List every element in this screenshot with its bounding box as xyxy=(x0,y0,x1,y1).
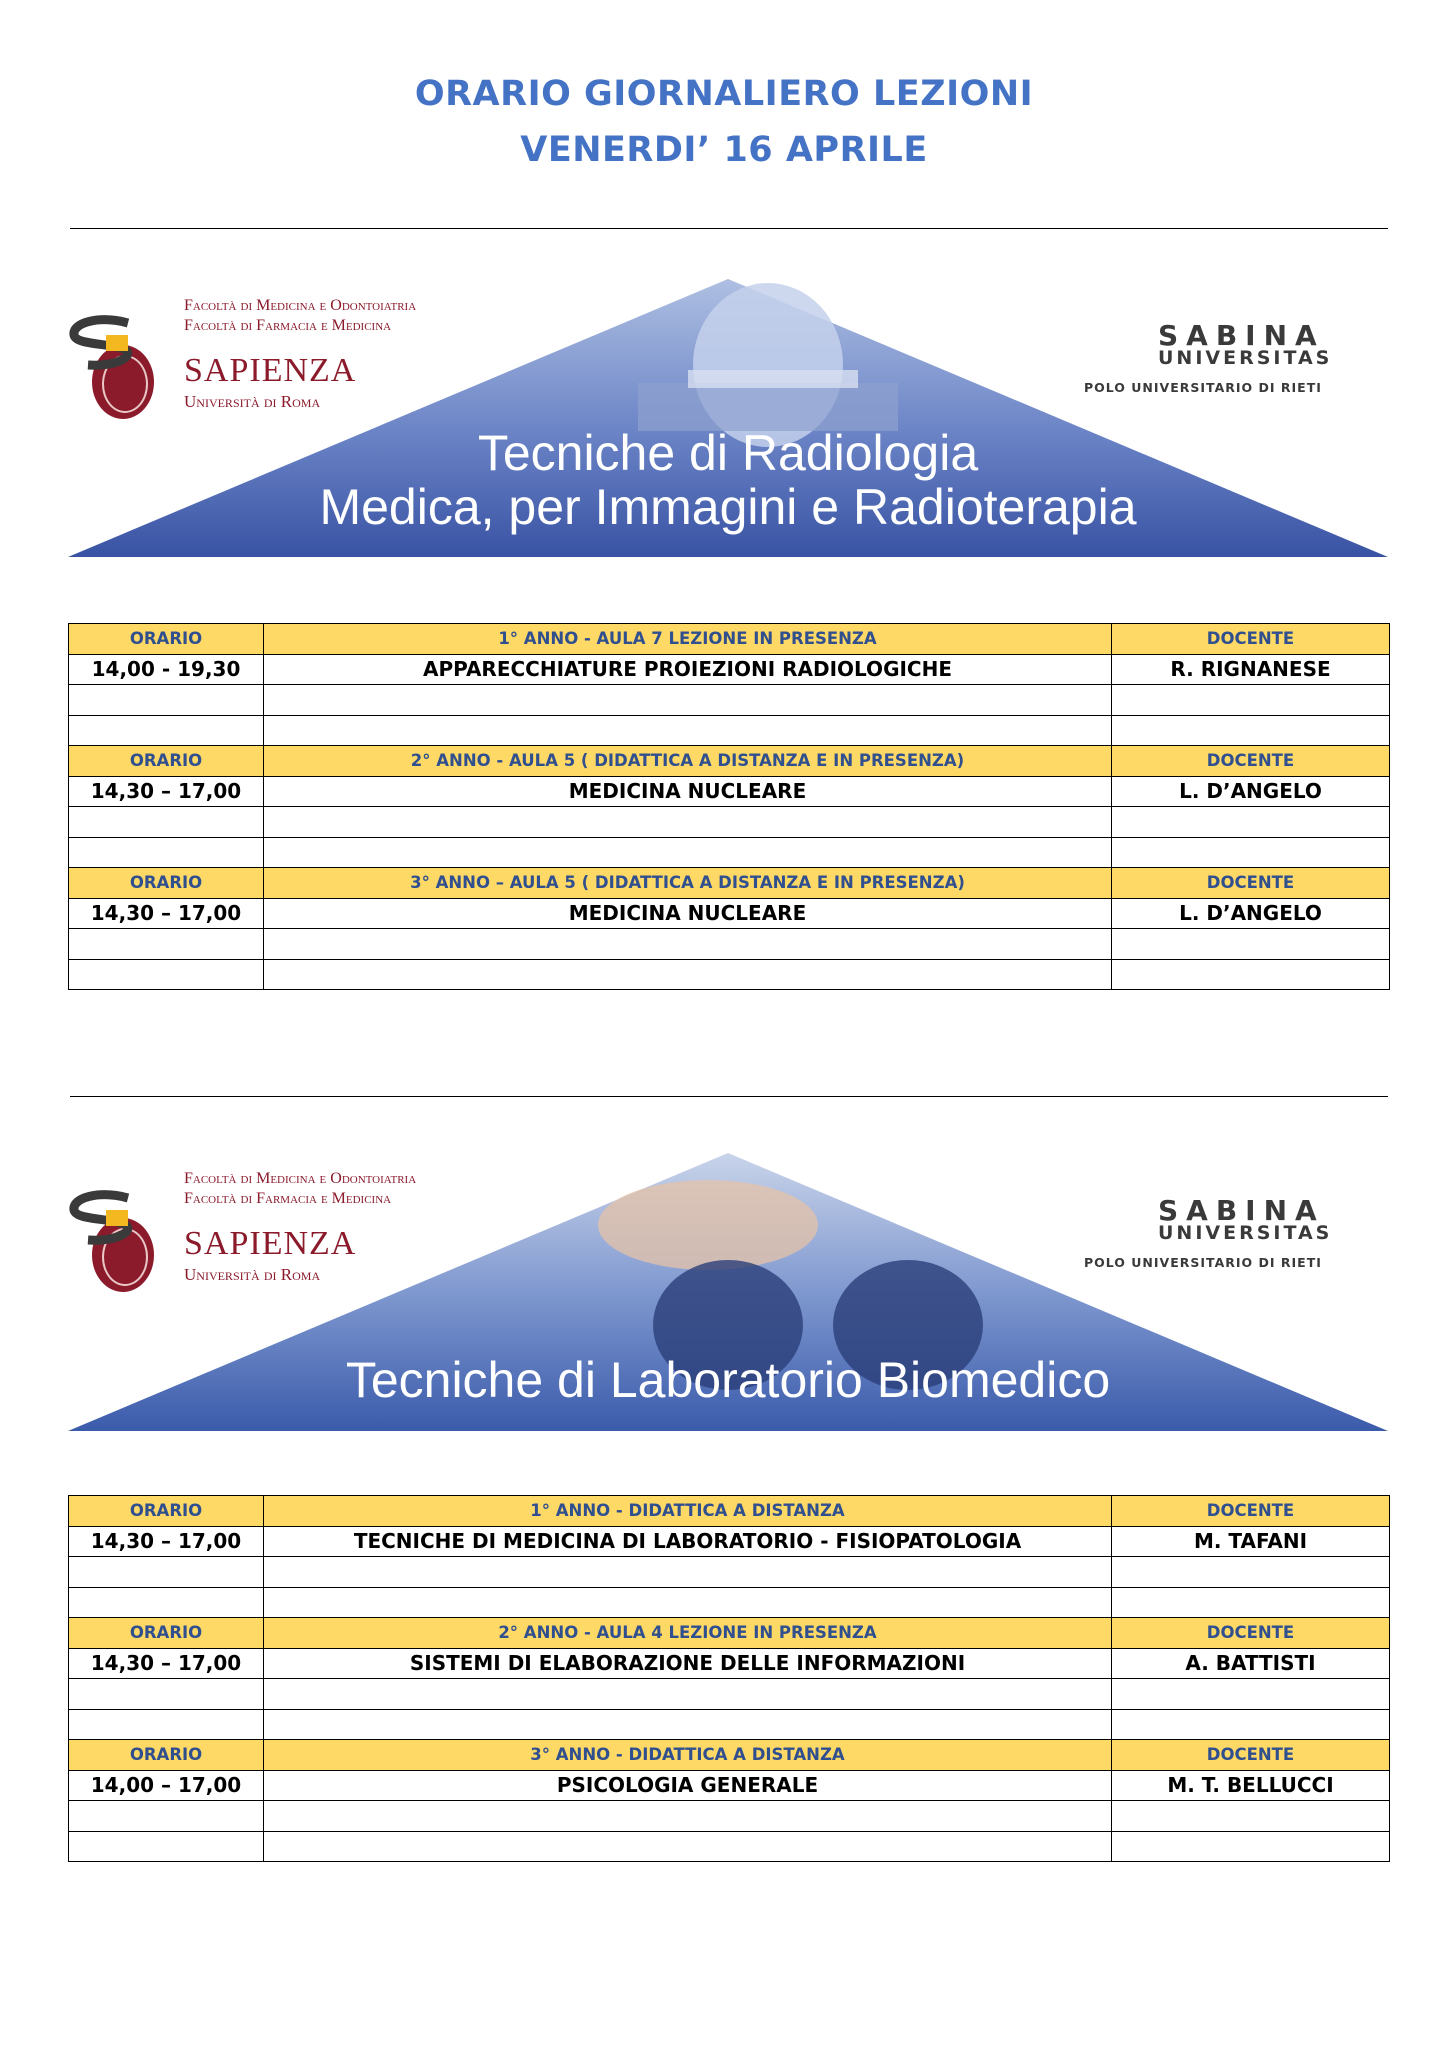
year-header: 3° ANNO - DIDATTICA A DISTANZA xyxy=(264,1740,1112,1771)
table-row xyxy=(69,837,1390,868)
course-cell xyxy=(264,837,1112,868)
time-cell xyxy=(69,1557,264,1588)
course-cell xyxy=(264,1557,1112,1588)
teacher-cell: M. TAFANI xyxy=(1112,1526,1390,1557)
partner-name: SABINA xyxy=(1158,1194,1325,1227)
partner-polo: POLO UNIVERSITARIO DI RIETI xyxy=(1084,1255,1322,1270)
time-cell: 14,30 – 17,00 xyxy=(69,1526,264,1557)
course-cell: PSICOLOGIA GENERALE xyxy=(264,1770,1112,1801)
teacher-cell xyxy=(1112,1679,1390,1710)
table-header-row xyxy=(69,624,1390,655)
course-cell: APPARECCHIATURE PROIEZIONI RADIOLOGICHE xyxy=(264,654,1112,685)
time-cell: 14,00 - 19,30 xyxy=(69,654,264,685)
table-row xyxy=(69,1557,1390,1588)
year-header: 2° ANNO - AULA 5 ( DIDATTICA A DISTANZA E IN PRESENZA) xyxy=(264,746,1112,777)
year-header: 1° ANNO - DIDATTICA A DISTANZA xyxy=(264,1496,1112,1527)
teacher-cell xyxy=(1112,1557,1390,1588)
docente-header: DOCENTE xyxy=(1112,1740,1390,1771)
university-subtitle: Università di Roma xyxy=(184,1265,321,1284)
table-header-row xyxy=(69,1740,1390,1771)
teacher-cell xyxy=(1112,1801,1390,1832)
year-header: 1° ANNO - AULA 7 LEZIONE IN PRESENZA xyxy=(264,624,1112,655)
teacher-cell: R. RIGNANESE xyxy=(1112,654,1390,685)
time-cell xyxy=(69,715,264,746)
table-header-row xyxy=(69,746,1390,777)
table-row xyxy=(69,929,1390,960)
course-title-line-1: Tecniche di Laboratorio Biomedico xyxy=(345,1352,1111,1408)
table-row xyxy=(69,1709,1390,1740)
course-cell: MEDICINA NUCLEARE xyxy=(264,898,1112,929)
faculty-line-2: Facoltà di Farmacia e Medicina xyxy=(184,1190,392,1207)
table-row xyxy=(69,776,1390,807)
course-cell xyxy=(264,685,1112,716)
partner-polo: POLO UNIVERSITARIO DI RIETI xyxy=(1084,380,1322,395)
table-row xyxy=(69,715,1390,746)
table-row xyxy=(69,685,1390,716)
docente-header: DOCENTE xyxy=(1112,868,1390,899)
teacher-cell xyxy=(1112,959,1390,990)
course-cell: TECNICHE DI MEDICINA DI LABORATORIO - FISIOPATOLOGIA xyxy=(264,1526,1112,1557)
course-cell xyxy=(264,1831,1112,1862)
teacher-cell xyxy=(1112,807,1390,838)
teacher-cell xyxy=(1112,685,1390,716)
faculty-line-1: Facoltà di Medicina e Odontoiatria xyxy=(184,1170,417,1187)
course-banner-radiologia xyxy=(68,275,1388,560)
page-title: ORARIO GIORNALIERO LEZIONI xyxy=(414,74,1034,114)
time-cell xyxy=(69,1587,264,1618)
time-cell: 14,30 – 17,00 xyxy=(69,898,264,929)
table-row xyxy=(69,654,1390,685)
time-cell xyxy=(69,1709,264,1740)
schedule-table-laboratorio xyxy=(68,1495,1390,1862)
teacher-cell: L. D’ANGELO xyxy=(1112,898,1390,929)
table-header-row xyxy=(69,868,1390,899)
university-subtitle: Università di Roma xyxy=(184,392,321,411)
table-row xyxy=(69,1831,1390,1862)
teacher-cell xyxy=(1112,715,1390,746)
teacher-cell xyxy=(1112,1709,1390,1740)
table-row xyxy=(69,1648,1390,1679)
faculty-line-2: Facoltà di Farmacia e Medicina xyxy=(184,317,392,334)
table-row xyxy=(69,1587,1390,1618)
course-title-line-2: Medica, per Immagini e Radioterapia xyxy=(319,479,1137,535)
faculty-line-1: Facoltà di Medicina e Odontoiatria xyxy=(184,297,417,314)
orario-header: ORARIO xyxy=(69,868,264,899)
page-date: VENERDI’ 16 APRILE xyxy=(520,130,928,170)
course-cell xyxy=(264,1801,1112,1832)
orario-header: ORARIO xyxy=(69,1496,264,1527)
time-cell xyxy=(69,959,264,990)
docente-header: DOCENTE xyxy=(1112,624,1390,655)
schedule-table-radiologia xyxy=(68,623,1390,990)
time-cell xyxy=(69,1831,264,1862)
year-header: 2° ANNO - AULA 4 LEZIONE IN PRESENZA xyxy=(264,1618,1112,1649)
teacher-cell: L. D’ANGELO xyxy=(1112,776,1390,807)
orario-header: ORARIO xyxy=(69,624,264,655)
orario-header: ORARIO xyxy=(69,1740,264,1771)
course-cell xyxy=(264,715,1112,746)
partner-name: SABINA xyxy=(1158,319,1325,352)
partner-subtitle: UNIVERSITAS xyxy=(1158,1222,1333,1244)
table-row xyxy=(69,898,1390,929)
divider xyxy=(70,1096,1388,1097)
docente-header: DOCENTE xyxy=(1112,1496,1390,1527)
sabina-logo-icon xyxy=(68,315,148,371)
university-name: SAPIENZA xyxy=(184,352,357,389)
university-name: SAPIENZA xyxy=(184,1225,357,1262)
course-title-line-1: Tecniche di Radiologia xyxy=(477,425,979,481)
teacher-cell xyxy=(1112,1587,1390,1618)
table-row xyxy=(69,1526,1390,1557)
year-header: 3° ANNO – AULA 5 ( DIDATTICA A DISTANZA E IN PRESENZA) xyxy=(264,868,1112,899)
table-row xyxy=(69,959,1390,990)
table-row xyxy=(69,1801,1390,1832)
time-cell xyxy=(69,685,264,716)
time-cell: 14,00 – 17,00 xyxy=(69,1770,264,1801)
course-cell xyxy=(264,1709,1112,1740)
time-cell xyxy=(69,1801,264,1832)
docente-header: DOCENTE xyxy=(1112,746,1390,777)
table-row xyxy=(69,1679,1390,1710)
course-banner-laboratorio xyxy=(68,1150,1388,1434)
table-header-row xyxy=(69,1496,1390,1527)
course-cell xyxy=(264,807,1112,838)
course-cell xyxy=(264,929,1112,960)
time-cell xyxy=(69,837,264,868)
course-cell: MEDICINA NUCLEARE xyxy=(264,776,1112,807)
teacher-cell xyxy=(1112,1831,1390,1862)
orario-header: ORARIO xyxy=(69,1618,264,1649)
teacher-cell: A. BATTISTI xyxy=(1112,1648,1390,1679)
course-cell xyxy=(264,959,1112,990)
time-cell: 14,30 – 17,00 xyxy=(69,776,264,807)
time-cell xyxy=(69,807,264,838)
course-cell xyxy=(264,1679,1112,1710)
divider xyxy=(70,228,1388,229)
teacher-cell xyxy=(1112,837,1390,868)
time-cell xyxy=(69,1679,264,1710)
table-row xyxy=(69,807,1390,838)
time-cell xyxy=(69,929,264,960)
partner-subtitle: UNIVERSITAS xyxy=(1158,347,1333,369)
orario-header: ORARIO xyxy=(69,746,264,777)
teacher-cell xyxy=(1112,929,1390,960)
course-cell xyxy=(264,1587,1112,1618)
sabina-logo-icon xyxy=(68,1190,148,1246)
time-cell: 14,30 – 17,00 xyxy=(69,1648,264,1679)
table-row xyxy=(69,1770,1390,1801)
teacher-cell: M. T. BELLUCCI xyxy=(1112,1770,1390,1801)
course-cell: SISTEMI DI ELABORAZIONE DELLE INFORMAZIONI xyxy=(264,1648,1112,1679)
docente-header: DOCENTE xyxy=(1112,1618,1390,1649)
table-header-row xyxy=(69,1618,1390,1649)
